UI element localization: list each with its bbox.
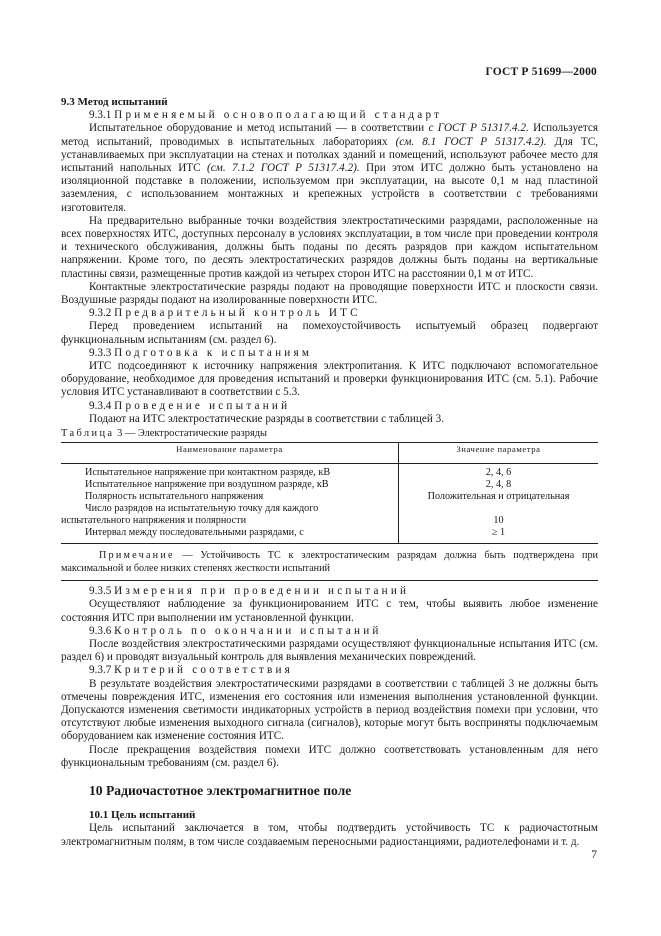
subsection-9-3-7-heading xyxy=(61,664,598,677)
note-label: Примечание xyxy=(99,550,175,562)
section-10-title: 10 Радиочастотное электромагнитное поле xyxy=(89,782,352,798)
table-cell-value: ≥ 1 xyxy=(399,527,599,544)
table-row xyxy=(61,479,598,491)
paragraph: Цель испытаний заключается в том, чтобы подтвердить устойчивость ТС к радиочастотным электромагнитным полям, в том числе создаваемым переносными радиостанциями, радиотелефонами и т. д. xyxy=(61,822,598,848)
subsection-9-3-6-heading xyxy=(61,625,598,638)
paragraph: На предварительно выбранные точки воздействия электростатическими разрядами, расположенные на всех поверхностях ИТС, доступных персоналу в условиях эксплуатации, в том числе при проведении контроля и технического обслуживания, должны быть поданы по десять разрядов при каждом испытательном напряжении. Кроме того, по десять электростатических разрядов должны быть поданы на вертикальные пластины связи, размещенные против каждой из четырех сторон ИТС на расстоянии 0,1 м от ИТС. xyxy=(61,214,598,280)
subsection-title: Предварительный контроль ИТС xyxy=(114,307,361,320)
subsection-9-3-5-heading xyxy=(61,585,598,598)
subsection-9-3-4-heading xyxy=(61,400,598,413)
table-note xyxy=(61,544,598,581)
paragraph xyxy=(61,122,598,214)
table-cell-name: Полярность испытательного напряжения xyxy=(61,491,399,503)
table-cell-value: 2, 4, 6 xyxy=(485,467,512,479)
table-row xyxy=(61,503,598,527)
table-caption-label: Таблица xyxy=(61,428,115,440)
paragraph: После воздействия электростатическими разрядами осуществляют функциональные испытания ИТС (см. раздел 6) и проводят визуальный контроль для выявления механических повреждений. xyxy=(61,637,598,664)
section-10-1-title: 10.1 Цель испытаний xyxy=(89,809,196,822)
paragraph: Подают на ИТС электростатические разряды в соответствии с таблицей 3. xyxy=(89,412,444,425)
subsection-9-3-1-heading xyxy=(61,109,598,122)
subsection-title: Критерий соответствия xyxy=(114,664,294,677)
table-cell-value: 10 xyxy=(493,515,504,527)
section-9-3-title: 9.3 Метод испытаний xyxy=(61,96,168,108)
note-text: — Устойчивость ТС к электростатическим разрядам должна быть подтверждена при максимальной и более низких степенях жесткости испытаний xyxy=(61,550,598,574)
table-header-row xyxy=(61,443,598,464)
subsection-9-3-3-heading xyxy=(61,347,598,360)
table-cell-name: Испытательное напряжение при воздушном разряде, кВ xyxy=(61,479,399,491)
standard-reference: (см. 7.1.2 ГОСТ Р 51317.4.2). xyxy=(206,162,360,175)
subsection-number: 9.3.1 xyxy=(89,109,112,122)
table-cell-name: Испытательное напряжение при контактном разряде, кВ xyxy=(61,464,399,480)
table-row xyxy=(61,527,598,544)
subsection-9-3-2-heading xyxy=(61,307,598,320)
table-row xyxy=(61,464,598,480)
text-run: При этом ИТС должно быть установлено на изоляционной подставке в положении, используемом при эксплуатации, на высоте 0,1 м над пластиной заземления, с использованием монтажных и крепежных устройств в соответствии с требованиями изготовителя. xyxy=(61,162,598,214)
standard-reference: (см. 8.1 ГОСТ Р 51317.4.2). xyxy=(395,135,547,148)
text-run: Испытательное оборудование и метод испытаний — в соответствии xyxy=(89,122,429,135)
table-cell-value: Положительная и отрицательная xyxy=(427,491,570,503)
subsection-number: 9.3.6 xyxy=(89,624,112,637)
text-run: Используется метод испытаний, проводимых в испытательных лабораториях xyxy=(61,122,599,148)
table-caption-text: 3 — Электростатические разряды xyxy=(117,428,267,440)
standard-reference: с ГОСТ Р 51317.4.2. xyxy=(428,122,529,135)
table-electrostatic-discharges xyxy=(61,442,598,544)
table-cell-name: Интервал между последовательными разрядами, с xyxy=(61,527,399,544)
subsection-number: 9.3.4 xyxy=(89,399,112,412)
table-row xyxy=(61,491,598,503)
subsection-title: Подготовка к испытаниям xyxy=(114,346,313,359)
table-caption xyxy=(61,427,598,440)
subsection-title: Контроль по окончании испытаний xyxy=(114,624,382,637)
subsection-number: 9.3.5 xyxy=(89,585,112,598)
paragraph: Перед проведением испытаний на помехоустойчивость испытуемый образец подвергают функциональным испытаниям (см. раздел 6). xyxy=(61,320,598,346)
page-content xyxy=(61,93,598,849)
subsection-number: 9.3.7 xyxy=(89,664,112,677)
column-header-value: Значение параметра xyxy=(399,443,599,464)
subsection-title: Проведение испытаний xyxy=(114,399,291,412)
subsection-title: Измерения при проведении испытаний xyxy=(114,585,410,598)
paragraph: ИТС подсоединяют к источнику напряжения электропитания. К ИТС подключают вспомогательное оборудование, необходимое для проведения испытаний и проверки функционирования ИТС (см. 5.1). Рабочие условия ИТС устанавливают в соответствии с 5.3. xyxy=(61,360,598,399)
paragraph: Осуществляют наблюдение за функционированием ИТС с тем, чтобы выявить любое изменение состояния ИТС при выполнении им установленной функции. xyxy=(61,598,598,624)
table-cell-name: Число разрядов на испытательную точку для каждого испытательного напряжения и полярности xyxy=(61,503,399,527)
subsection-number: 9.3.3 xyxy=(89,346,112,359)
paragraph: После прекращения воздействия помехи ИТС должно соответствовать установленным для него функциональным требованиям (см. раздел 6). xyxy=(61,743,598,769)
paragraph: В результате воздействия электростатическими разрядами в соответствии с таблицей 3 не должны быть отмечены повреждения ИТС, изменения его состояния или изменения выполнения установленной функции. Допускаются изменения светимости индикаторных устройств в период воздействия помехи при условии, что отсутствуют любые изменения выходного сигнала (сигналов), которые могут быть восприняты подключаемым оборудованием как изменение состояния ИТС. xyxy=(61,677,598,743)
subsection-title: Применяемый основополагающий стандарт xyxy=(114,109,443,122)
text-run: Для ТС, устанавливаемых при эксплуатации на стенах и потолках зданий и помещений, используют рабочее место для испытаний напольных ИТС xyxy=(61,135,598,175)
document-header: ГОСТ Р 51699—2000 xyxy=(485,66,597,78)
table-cell-value: 2, 4, 8 xyxy=(485,479,512,491)
subsection-number: 9.3.2 xyxy=(89,307,112,320)
column-header-parameter: Наименование параметра xyxy=(61,443,399,464)
paragraph: Контактные электростатические разряды подают на проводящие поверхности ИТС и плоскости связи. Воздушные разряды подают на изолированные поверхности ИТС. xyxy=(61,280,598,307)
page-number: 7 xyxy=(591,849,597,861)
